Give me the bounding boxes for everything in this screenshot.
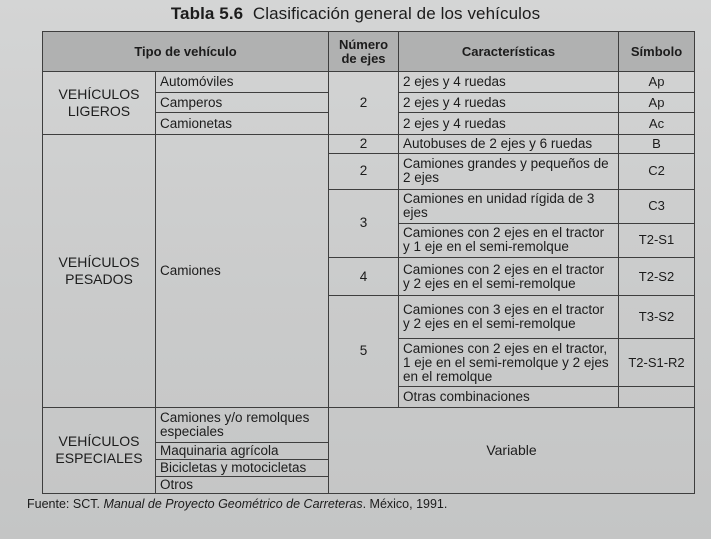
caracteristicas-cell: Camiones grandes y pequeños de 2 ejes bbox=[399, 153, 619, 189]
tipo-cell: Camionetas bbox=[156, 113, 329, 135]
caracteristicas-cell: Otras combinaciones bbox=[399, 387, 619, 407]
simbolo-cell: T2-S1 bbox=[619, 223, 695, 257]
simbolo-cell: B bbox=[619, 135, 695, 153]
header-row bbox=[43, 32, 695, 72]
source-note bbox=[27, 497, 447, 511]
caracteristicas-cell: 2 ejes y 4 ruedas bbox=[399, 72, 619, 93]
simbolo-cell: T2-S2 bbox=[619, 257, 695, 295]
ejes-cell: 4 bbox=[329, 257, 399, 295]
tipo-cell: Camiones y/o remolques especiales bbox=[156, 407, 329, 442]
caracteristicas-cell: Camiones con 3 ejes en el tractor y 2 ejes en el semi-remolque bbox=[399, 296, 619, 339]
simbolo-cell: T2-S1-R2 bbox=[619, 339, 695, 387]
tipo-cell: Bicicletas y motocicletas bbox=[156, 459, 329, 476]
tipo-cell: Camperos bbox=[156, 93, 329, 113]
header-ejes: Número de ejes bbox=[329, 32, 399, 72]
simbolo-cell: Ac bbox=[619, 113, 695, 135]
simbolo-cell: C2 bbox=[619, 153, 695, 189]
caracteristicas-cell: 2 ejes y 4 ruedas bbox=[399, 113, 619, 135]
header-caracteristicas: Características bbox=[399, 32, 619, 72]
table-number: Tabla 5.6 bbox=[170, 4, 244, 23]
simbolo-cell bbox=[619, 387, 695, 407]
tipo-cell: Automóviles bbox=[156, 72, 329, 93]
header-tipo: Tipo de vehículo bbox=[43, 32, 329, 72]
group-ligeros: VEHÍCULOS LIGEROS bbox=[43, 72, 156, 135]
header-simbolo: Símbolo bbox=[619, 32, 695, 72]
table-row bbox=[43, 72, 695, 93]
tipo-cell: Maquinaria agrícola bbox=[156, 442, 329, 459]
ejes-cell: 3 bbox=[329, 189, 399, 257]
group-pesados: VEHÍCULOS PESADOS bbox=[43, 135, 156, 407]
vehicle-classification-table bbox=[42, 31, 695, 494]
caracteristicas-cell: Camiones con 2 ejes en el tractor, 1 eje en el semi-remolque y 2 ejes en el remolque bbox=[399, 339, 619, 387]
group-especiales: VEHÍCULOS ESPECIALES bbox=[43, 407, 156, 493]
caracteristicas-cell: 2 ejes y 4 ruedas bbox=[399, 93, 619, 113]
source-prefix: Fuente: SCT. bbox=[27, 497, 104, 511]
simbolo-cell: T3-S2 bbox=[619, 296, 695, 339]
simbolo-cell: C3 bbox=[619, 189, 695, 223]
tipo-cell-camiones: Camiones bbox=[156, 135, 329, 407]
caracteristicas-cell: Autobuses de 2 ejes y 6 ruedas bbox=[399, 135, 619, 153]
caracteristicas-cell: Camiones en unidad rígida de 3 ejes bbox=[399, 189, 619, 223]
caracteristicas-cell: Camiones con 2 ejes en el tractor y 2 ejes en el semi-remolque bbox=[399, 257, 619, 295]
caracteristicas-cell: Camiones con 2 ejes en el tractor y 1 eje en el semi-remolque bbox=[399, 223, 619, 257]
ejes-cell: 5 bbox=[329, 296, 399, 407]
simbolo-cell: Ap bbox=[619, 72, 695, 93]
tipo-cell: Otros bbox=[156, 476, 329, 493]
variable-cell: Variable bbox=[329, 407, 695, 493]
ejes-cell: 2 bbox=[329, 72, 399, 135]
source-book: Manual de Proyecto Geométrico de Carreteras bbox=[103, 497, 363, 511]
ejes-cell: 2 bbox=[329, 153, 399, 189]
table-row bbox=[43, 135, 695, 153]
table-row bbox=[43, 407, 695, 442]
table-title bbox=[0, 4, 711, 24]
table-caption: Clasificación general de los vehículos bbox=[252, 4, 541, 23]
ejes-cell: 2 bbox=[329, 135, 399, 153]
simbolo-cell: Ap bbox=[619, 93, 695, 113]
source-suffix: . México, 1991. bbox=[362, 497, 448, 511]
